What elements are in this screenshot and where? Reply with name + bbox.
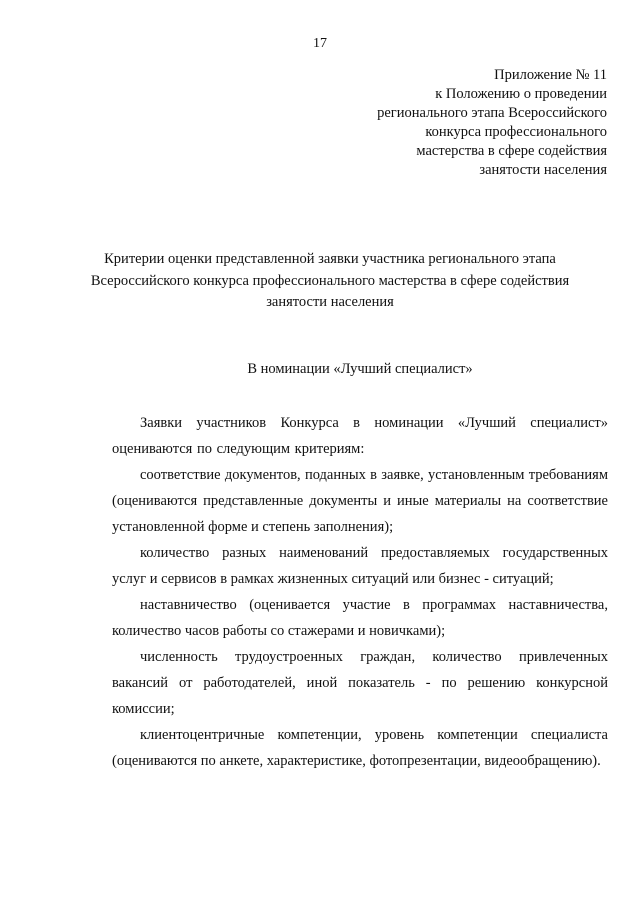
appendix-line: занятости населения	[479, 162, 607, 178]
criterion-paragraph: клиентоцентричные компетенции, уровень компетенции специалиста (оцениваются по анкете, характеристике, фотопрезентации, видеообращению).	[112, 727, 608, 769]
criterion-paragraph: соответствие документов, поданных в заявке, установленным требованиям (оцениваются представленные документы и иные материалы на соответствие установленной форме и степень заполнения);	[112, 467, 608, 535]
criteria-body	[112, 410, 608, 774]
appendix-line: к Положению о проведении	[435, 86, 607, 102]
appendix-line: конкурса профессионального	[425, 124, 607, 140]
criterion-paragraph: наставничество (оценивается участие в программах наставничества, количество часов работы со стажерами и новичками);	[112, 597, 608, 639]
appendix-line: мастерства в сфере содействия	[416, 143, 607, 159]
title-line: Всероссийского конкурса профессионального мастерства в сфере содействия	[90, 272, 570, 289]
page-number: 17	[313, 36, 327, 51]
appendix-line: Приложение № 11	[494, 67, 607, 83]
title-line: занятости населения	[266, 294, 394, 310]
criterion-paragraph: численность трудоустроенных граждан, количество привлеченных вакансий от работодателей, иной показатель - по решению конкурсной комиссии;	[112, 649, 608, 717]
document-title	[60, 249, 600, 314]
intro-paragraph: Заявки участников Конкурса в номинации «Лучший специалист» оцениваются по следующим критериям:	[112, 415, 608, 457]
nomination-heading: В номинации «Лучший специалист»	[247, 361, 473, 377]
criterion-paragraph: количество разных наименований предоставляемых государственных услуг и сервисов в рамках жизненных ситуаций или бизнес - ситуаций;	[112, 545, 608, 587]
appendix-line: регионального этапа Всероссийского	[377, 105, 607, 121]
title-line: Критерии оценки представленной заявки участника регионального этапа	[104, 251, 556, 267]
appendix-block	[377, 66, 607, 180]
